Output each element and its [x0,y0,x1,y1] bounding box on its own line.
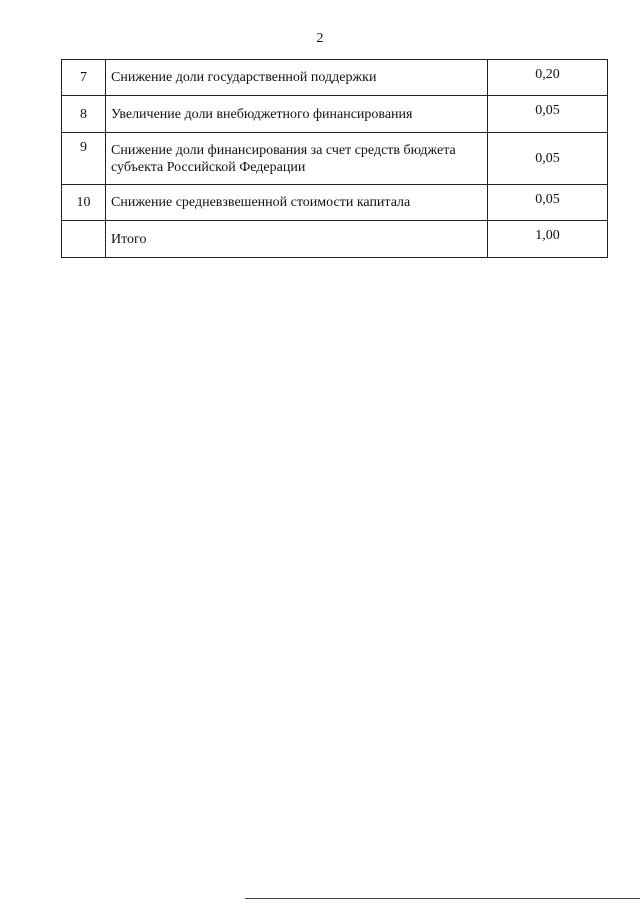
row-value: 0,05 [488,96,608,133]
page-number: 2 [316,31,324,46]
row-name: Снижение доли финансирования за счет средств бюджета субъекта Российской Федерации [106,133,488,185]
row-name: Увеличение доли внебюджетного финансирования [106,96,488,133]
criteria-table [61,59,608,258]
table-row [62,185,608,221]
table-row [62,133,608,185]
row-value: 0,05 [488,185,608,221]
row-number [62,221,106,258]
row-value: 0,05 [488,133,608,185]
scan-edge-line [245,898,640,899]
total-value: 1,00 [488,221,608,258]
row-name: Снижение доли государственной поддержки [106,60,488,96]
table-row [62,96,608,133]
row-name: Снижение средневзвешенной стоимости капитала [106,185,488,221]
table-row-total [62,221,608,258]
row-number: 9 [62,133,106,185]
row-number: 8 [62,96,106,133]
row-number: 7 [62,60,106,96]
row-value: 0,20 [488,60,608,96]
table-row [62,60,608,96]
row-number: 10 [62,185,106,221]
total-label: Итого [106,221,488,258]
